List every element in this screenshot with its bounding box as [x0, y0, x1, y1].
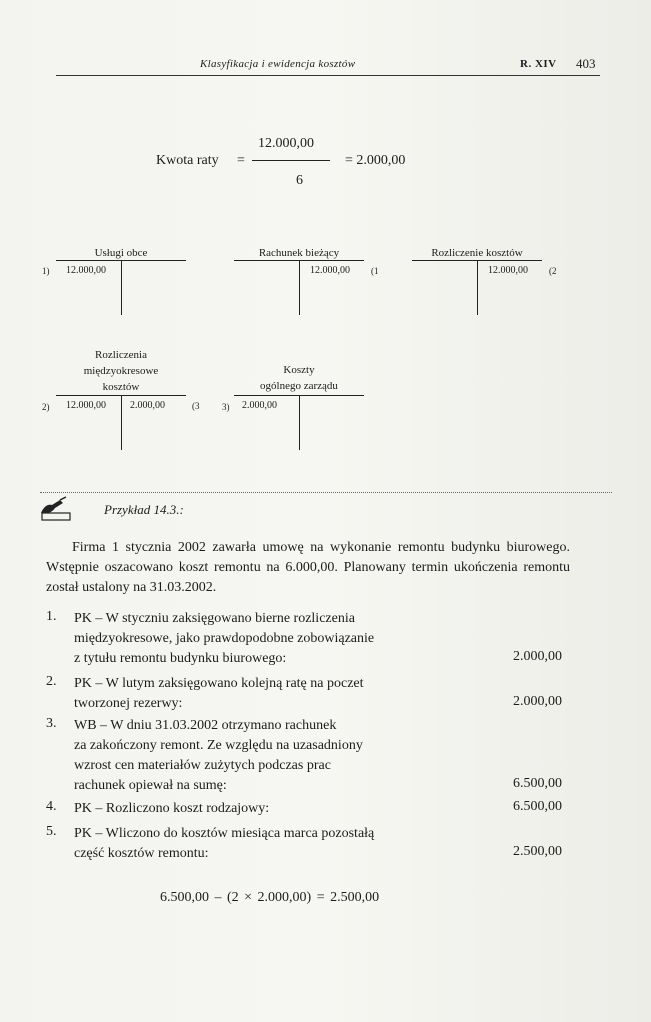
t-account-divider [299, 395, 300, 450]
bottom-formula: 6.500,00 – (2 × 2.000,00) = 2.500,00 [160, 890, 380, 905]
debit-value: 12.000,00 [66, 265, 106, 276]
entry-mark: 3) [222, 402, 230, 412]
t-account-title: Rachunek bieżący [258, 247, 340, 259]
t-account-divider [299, 260, 300, 315]
t-account-divider [121, 260, 122, 315]
t-account-title: Koszty ogólnego zarządu [260, 364, 338, 392]
debit-value: 2.000,00 [242, 400, 277, 411]
amount: 6.500,00 [513, 799, 562, 814]
formula-equals: = [237, 153, 245, 168]
formula-numerator: 12.000,00 [258, 136, 314, 151]
example-paragraph: Firma 1 stycznia 2002 zawarła umowę na wykonanie remontu budynku biurowego. Wstępnie oszacowano koszt remontu na 6.000,00. Planowany termin ukończenia remontu został ustalony na 31.03.2002. [46, 540, 570, 595]
t-account-title: Rozliczenia międzyokresowe kosztów [83, 349, 159, 393]
formula-denominator: 6 [296, 173, 303, 188]
amount: 2.500,00 [513, 844, 562, 859]
entry-mark: 1) [42, 266, 50, 276]
example-separator [40, 492, 612, 493]
book-page: Klasyfikacja i ewidencja kosztów R. XIV 403 Kwota raty = 12.000,00 6 = 2.000,00 Usługi obce 1) 12.000,00 Rachunek bieżący 12.000,00 (1 Rozliczenie kosztów 12.000,00 (2 Rozliczenia międzyokresowe kosztów 2) 12.000,00 2.000,00 (3 Koszty ogólnego zarządu 3) 2.000,00 Przykład 14.3.: Firma 1 stycznia 2002 zawarła umowę na wykonanie remontu budynku biurowego. Wstępnie oszacowano koszt remontu na 6.000,00. Planowany termin ukończenia remontu został ustalony na 31.03.2002. 1. PK – W styczniu zaksięgowano bierne rozliczenia międzyokresowe, jako prawdopodobne zobowiązanie z tytułu remontu budynku biurowego: 2.000,00 2. PK – W lutym zaksięgowano kolejną ratę na poczet tworzonej rezerwy: 2.000,00 3. WB – W dniu 31.03.2002 otrzymano rachunek za zakończony remont. Ze względu na uzasadniony wzrost cen materiałów zużytych podczas prac rachunek opiewał na sumę: 6.500,00 4. PK – Rozliczono koszt rodzajowy: 6.500,00 5. PK – Wliczono do kosztów miesiąca marca pozostałą część kosztów remontu: 2.500,00 6.500,00 – (2 × 2.000,00) = 2.500,00 [0, 0, 651, 1022]
credit-value: 12.000,00 [310, 265, 350, 276]
example-title: Przykład 14.3.: [104, 502, 184, 517]
running-header-title: Klasyfikacja i ewidencja kosztów [200, 58, 356, 70]
credit-value: 2.000,00 [130, 400, 165, 411]
chapter-label: R. XIV [520, 58, 557, 70]
t-account-title: Usługi obce [94, 247, 148, 259]
amount: 6.500,00 [513, 776, 562, 791]
entry-mark: (3 [192, 401, 200, 411]
formula-result: = 2.000,00 [345, 153, 406, 168]
t-account-divider [477, 260, 478, 315]
t-account-divider [121, 395, 122, 450]
page-number: 403 [576, 56, 596, 71]
amount: 2.000,00 [513, 649, 562, 664]
t-account-title: Rozliczenie kosztów [431, 247, 523, 259]
entry-mark: (1 [371, 266, 379, 276]
amount: 2.000,00 [513, 694, 562, 709]
fraction-bar [252, 160, 330, 161]
header-rule [56, 75, 600, 76]
debit-value: 12.000,00 [66, 400, 106, 411]
credit-value: 12.000,00 [488, 265, 528, 276]
formula-label: Kwota raty [156, 153, 219, 168]
entry-mark: (2 [549, 266, 557, 276]
writing-hand-icon [38, 496, 72, 522]
entry-mark: 2) [42, 402, 50, 412]
